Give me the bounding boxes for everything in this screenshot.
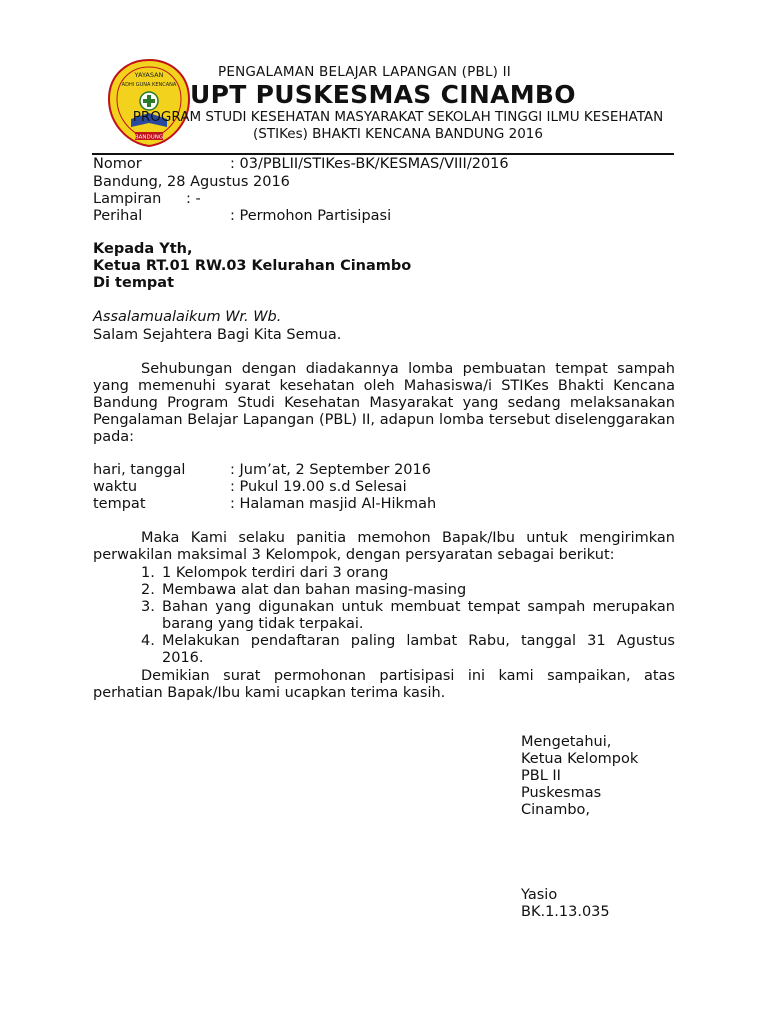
event-day-label: hari, tanggal [93, 462, 186, 478]
signature-line3: PBL II [521, 768, 561, 784]
event-time-value: : Pukul 19.00 s.d Selesai [230, 479, 407, 495]
event-place-label: tempat [93, 496, 146, 512]
address-line2: Ketua RT.01 RW.03 Kelurahan Cinambo [93, 258, 412, 274]
event-day-value: : Jum’at, 2 September 2016 [230, 462, 431, 478]
requirement-number: 3. [141, 599, 155, 615]
requirement-item: Membawa alat dan bahan masing-masing [162, 582, 467, 598]
perihal-label: Perihal [93, 208, 143, 224]
signer-id: BK.1.13.035 [521, 904, 610, 920]
nomor-value: : 03/PBLII/STIKes-BK/KESMAS/VIII/2016 [230, 156, 509, 172]
logo-bottom-text: BANDUNG [134, 134, 164, 141]
nomor-label: Nomor [93, 156, 142, 172]
requirement-number: 2. [141, 582, 155, 598]
letterhead-line3: PROGRAM STUDI KESEHATAN MASYARAKAT SEKOLAH TINGGI ILMU KESEHATAN (STIKes) BHAKTI KENCANA BANDUNG 2016 [132, 109, 664, 142]
greeting-line2: Salam Sejahtera Bagi Kita Semua. [93, 327, 342, 343]
logo-middle-text: ADHI GUNA KENCANA [121, 82, 177, 88]
signature-line5: Cinambo, [521, 802, 591, 818]
perihal-value: : Permohon Partisipasi [230, 208, 392, 224]
requirement-item: Bahan yang digunakan untuk membuat tempat sampah merupakan barang yang tidak terpakai. [162, 599, 675, 632]
body-paragraph-2: Maka Kami selaku panitia memohon Bapak/Ibu untuk mengirimkan perwakilan maksimal 3 Kelompok, dengan persyaratan sebagai berikut: [93, 530, 675, 563]
letter-date: Bandung, 28 Agustus 2016 [93, 174, 290, 190]
requirement-item: Melakukan pendaftaran paling lambat Rabu, tanggal 31 Agustus 2016. [162, 633, 675, 666]
signature-line4: Puskesmas [521, 785, 602, 801]
letterhead-title: UPT PUSKESMAS CINAMBO [190, 80, 576, 109]
event-time-label: waktu [93, 479, 138, 495]
requirement-item: 1 Kelompok terdiri dari 3 orang [162, 565, 389, 581]
signature-line2: Ketua Kelompok [521, 751, 639, 767]
requirement-number: 4. [141, 633, 155, 649]
body-paragraph-3: Demikian surat permohonan partisipasi ini kami sampaikan, atas perhatian Bapak/Ibu kami ucapkan terima kasih. [93, 668, 675, 701]
lampiran-value: : - [186, 191, 201, 207]
letterhead-line1: PENGALAMAN BELAJAR LAPANGAN (PBL) II [218, 64, 511, 80]
signer-name: Yasio [521, 887, 558, 903]
address-line3: Di tempat [93, 275, 175, 291]
signature-line1: Mengetahui, [521, 734, 612, 750]
logo-top-text: YAYASAN [134, 71, 164, 79]
lampiran-label: Lampiran [93, 191, 162, 207]
body-paragraph-1: Sehubungan dengan diadakannya lomba pembuatan tempat sampah yang memenuhi syarat kesehatan oleh Mahasiswa/i STIKes Bhakti Kencana Bandung Program Studi Kesehatan Masyarakat yang sedang melaksanakan Pengalaman Belajar Lapangan (PBL) II, adapun lomba tersebut diselenggarakan pada: [93, 361, 675, 445]
greeting-salam: Assalamualaikum Wr. Wb. [93, 309, 282, 325]
letterhead-rule [92, 153, 674, 155]
address-line1: Kepada Yth, [93, 241, 193, 257]
event-place-value: : Halaman masjid Al-Hikmah [230, 496, 437, 512]
requirement-number: 1. [141, 565, 155, 581]
